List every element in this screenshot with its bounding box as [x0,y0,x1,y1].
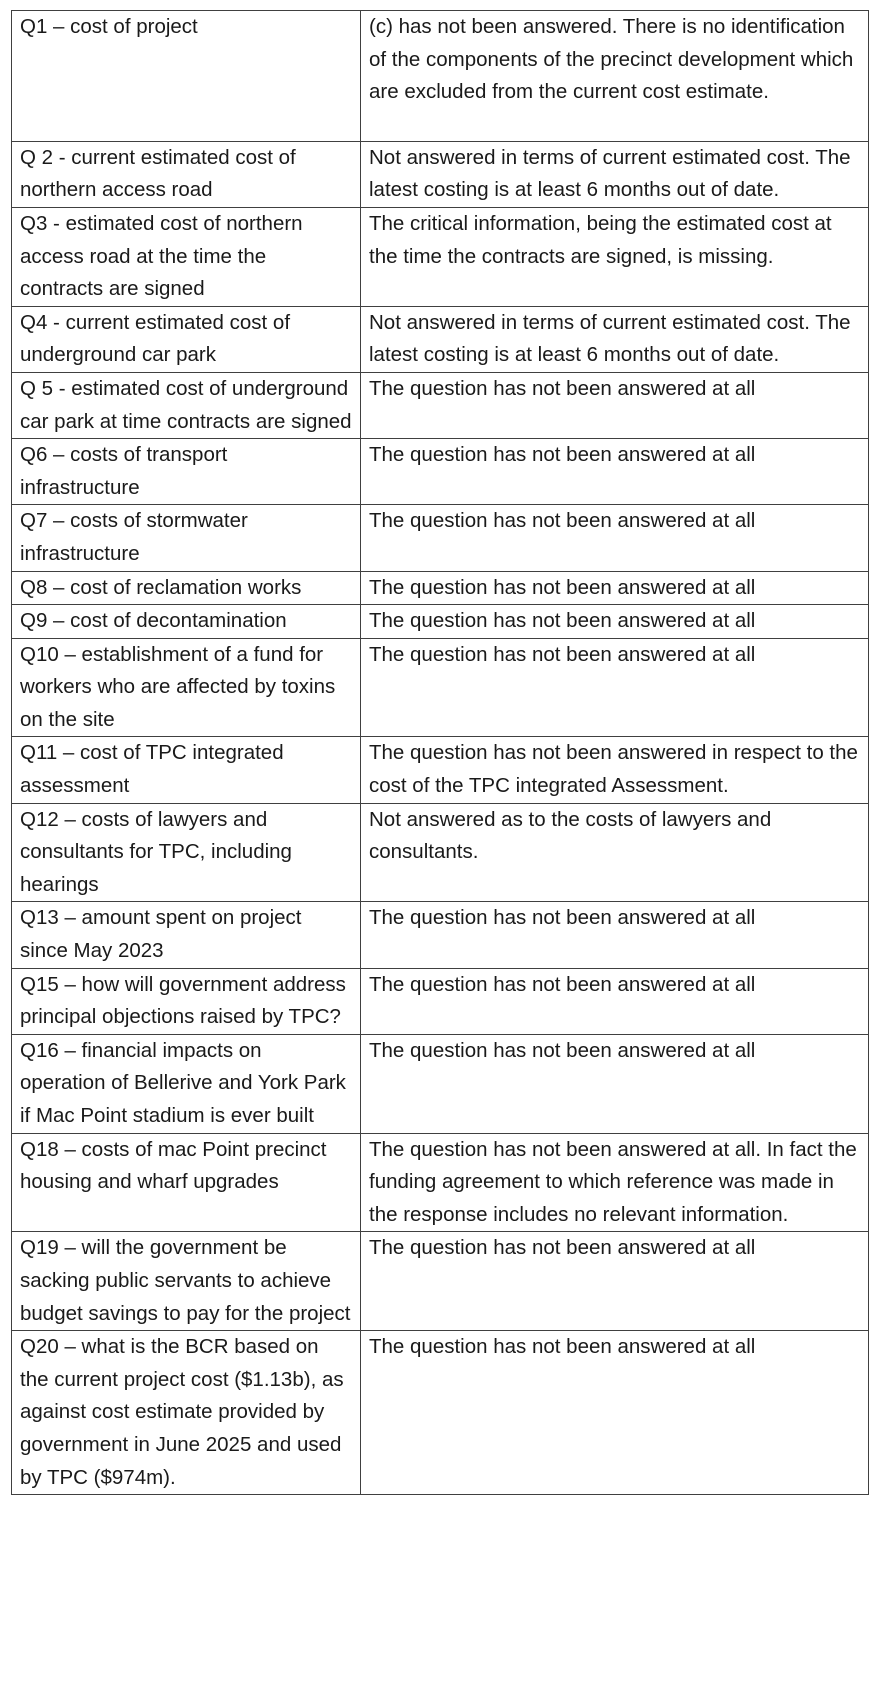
response-cell: The question has not been answered in respect to the cost of the TPC integrated Assessment. [361,737,869,803]
question-cell: Q10 – establishment of a fund for workers who are affected by toxins on the site [12,638,361,737]
question-cell: Q3 - estimated cost of northern access road at the time the contracts are signed [12,207,361,306]
question-cell: Q18 – costs of mac Point precinct housing and wharf upgrades [12,1133,361,1232]
question-cell: Q9 – cost of decontamination [12,605,361,639]
question-cell: Q15 – how will government address principal objections raised by TPC? [12,968,361,1034]
table-row [12,306,869,372]
response-cell: The question has not been answered at all [361,505,869,571]
response-cell: The question has not been answered at all [361,439,869,505]
response-cell: The question has not been answered at all [361,1232,869,1331]
question-cell: Q4 - current estimated cost of underground car park [12,306,361,372]
question-cell: Q6 – costs of transport infrastructure [12,439,361,505]
response-cell: (c) has not been answered. There is no identification of the components of the precinct development which are excluded from the current cost estimate. [361,11,869,142]
question-cell: Q16 – financial impacts on operation of Bellerive and York Park if Mac Point stadium is ever built [12,1034,361,1133]
response-cell: The question has not been answered at all [361,605,869,639]
response-cell: The question has not been answered at all [361,968,869,1034]
table-row [12,1232,869,1331]
question-cell: Q11 – cost of TPC integrated assessment [12,737,361,803]
table-row [12,207,869,306]
question-cell: Q1 – cost of project [12,11,361,142]
table-row [12,505,869,571]
question-cell: Q 2 - current estimated cost of northern access road [12,141,361,207]
table-row [12,968,869,1034]
table-row [12,372,869,438]
response-cell: The question has not been answered at all [361,902,869,968]
response-cell: Not answered as to the costs of lawyers and consultants. [361,803,869,902]
table-row [12,141,869,207]
question-cell: Q20 – what is the BCR based on the current project cost ($1.13b), as against cost estimate provided by government in June 2025 and used by TPC ($974m). [12,1331,361,1495]
response-cell: Not answered in terms of current estimated cost. The latest costing is at least 6 months out of date. [361,141,869,207]
table-row [12,803,869,902]
question-cell: Q19 – will the government be sacking public servants to achieve budget savings to pay for the project [12,1232,361,1331]
response-cell: The question has not been answered at all [361,1034,869,1133]
response-cell: The question has not been answered at all. In fact the funding agreement to which reference was made in the response includes no relevant information. [361,1133,869,1232]
table-row [12,11,869,142]
table-row [12,1331,869,1495]
question-cell: Q12 – costs of lawyers and consultants for TPC, including hearings [12,803,361,902]
table-row [12,902,869,968]
table-row [12,571,869,605]
question-cell: Q13 – amount spent on project since May 2023 [12,902,361,968]
response-cell: The question has not been answered at all [361,372,869,438]
question-cell: Q8 – cost of reclamation works [12,571,361,605]
response-cell: The question has not been answered at all [361,1331,869,1495]
table-row [12,1133,869,1232]
questions-table [11,10,869,1495]
question-cell: Q 5 - estimated cost of underground car park at time contracts are signed [12,372,361,438]
table-row [12,638,869,737]
response-cell: The question has not been answered at all [361,638,869,737]
table-row [12,605,869,639]
response-cell: The critical information, being the estimated cost at the time the contracts are signed, is missing. [361,207,869,306]
table-row [12,737,869,803]
response-cell: Not answered in terms of current estimated cost. The latest costing is at least 6 months out of date. [361,306,869,372]
question-cell: Q7 – costs of stormwater infrastructure [12,505,361,571]
table-row [12,1034,869,1133]
response-cell: The question has not been answered at all [361,571,869,605]
table-row [12,439,869,505]
